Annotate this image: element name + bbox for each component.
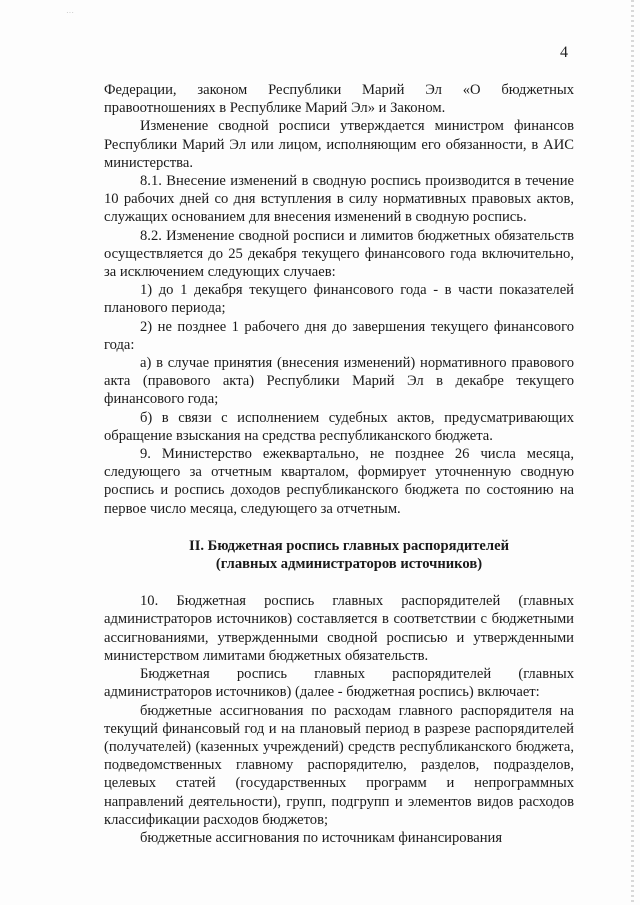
page-number: 4 [560, 44, 568, 61]
section-gap [104, 518, 574, 537]
paragraph: 1) до 1 декабря текущего финансового года - в части показателей планового периода; [104, 282, 574, 317]
document-body [104, 81, 574, 847]
paragraph: Изменение сводной росписи утверждается министром финансов Республики Марий Эл или лицом, исполняющим его обязанности, в АИС министерства. [104, 118, 574, 171]
paragraph: 9. Министерство ежеквартально, не позднее 26 числа месяца, следующего за отчетным кварталом, формирует уточненную сводную роспись и роспись доходов республиканского бюджета по состоянию на первое число месяца, следующего за отчетным. [104, 446, 574, 517]
corner-mark: ··· [66, 8, 74, 17]
paragraph: 10. Бюджетная роспись главных распорядителей (главных администраторов источников) составляется в соответствии с бюджетными ассигнованиями, утвержденными сводной росписью и утвержденными министерством лимитами бюджетных обязательств. [104, 593, 574, 664]
paragraph: бюджетные ассигнования по источникам финансирования [140, 829, 503, 846]
paragraph: 2) не позднее 1 рабочего дня до завершения текущего финансового года: [104, 318, 574, 353]
paragraph: 8.2. Изменение сводной росписи и лимитов бюджетных обязательств осуществляется до 25 декабря текущего финансового года включительно, за исключением следующих случаев: [104, 227, 574, 281]
paragraph: б) в связи с исполнением судебных актов, предусматривающих обращение взыскания на средства республиканского бюджета. [104, 409, 574, 444]
paragraph: Федерации, законом Республики Марий Эл «О бюджетных правоотношениях в Республике Марий Эл» и Законом. [104, 82, 574, 117]
paragraph: 8.1. Внесение изменений в сводную роспись производится в течение 10 рабочих дней со дня вступления в силу нормативных правовых актов, служащих основанием для внесения изменений в сводную роспись. [104, 173, 574, 226]
section-gap [104, 573, 574, 592]
paragraph: а) в случае принятия (внесения изменений) нормативного правового акта (правового акта) Республики Марий Эл в декабре текущего финансового года; [104, 355, 574, 408]
paragraph: Бюджетная роспись главных распорядителей (главных администраторов источников) (далее - бюджетная роспись) включает: [104, 666, 574, 701]
scan-edge-mark [631, 0, 634, 905]
section-heading: II. Бюджетная роспись главных распорядителей [189, 537, 509, 554]
paragraph: бюджетные ассигнования по расходам главного распорядителя на текущий финансовый год и на плановый период в разрезе распорядителей (получателей) (казенных учреждений) средств республиканского бюджета, подведомственных главному распорядителю, разделов, подразделов, целевых статей (государственных программ и непрограммных направлений деятельности), групп, подгрупп и элементов видов расходов классификации расходов бюджетов; [104, 702, 574, 828]
section-heading: (главных администраторов источников) [215, 556, 483, 573]
